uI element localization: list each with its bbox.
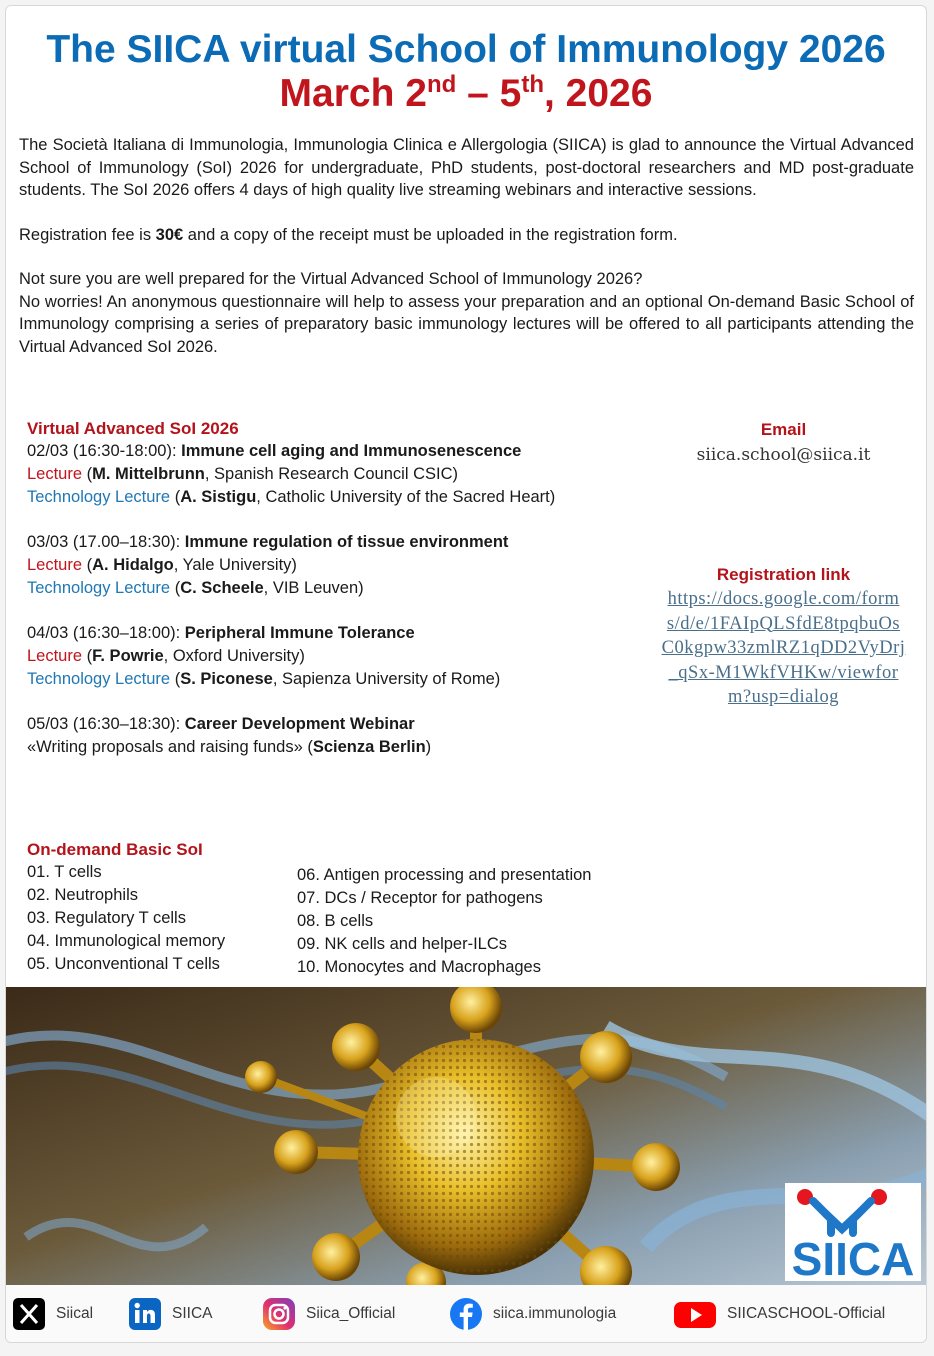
lecture-label: Lecture — [27, 465, 83, 483]
tech-lecturer-name: C. Scheele — [180, 579, 264, 597]
session-date: 03/03 (17.00–18:30): — [27, 533, 185, 551]
tech-lecture-line — [27, 577, 647, 600]
lecturer-name: F. Powrie — [92, 647, 164, 665]
fee-text: Registration fee is — [19, 225, 156, 244]
career-session-desc — [27, 736, 647, 759]
lecture-open: ( — [82, 465, 93, 483]
basic-lecture-item: 07. DCs / Receptor for pathogens — [297, 889, 543, 907]
career-org: Scienza Berlin — [312, 738, 426, 756]
social-instagram[interactable] — [262, 1297, 395, 1331]
lecture-line — [27, 645, 647, 668]
lecturer-name: M. Mittelbrunn — [92, 465, 205, 483]
lecture-label: Lecture — [27, 556, 83, 574]
social-facebook[interactable] — [449, 1297, 616, 1331]
basic-lecture-item: 01. T cells — [27, 863, 102, 881]
tech-lecture-open: ( — [170, 670, 181, 688]
registration-link[interactable]: https://docs.google.com/forms/d/e/1FAIpQLSfdE8tpqbuOsC0kgpw33zmlRZ1qDD2VyDrj_qSx-M1WkfVHKw/viewform?usp=dialog — [661, 589, 906, 707]
tech-lecturer-name: A. Sistigu — [180, 488, 257, 506]
lecturer-affiliation: , Spanish Research Council CSIC) — [204, 465, 458, 483]
preparation-question: Not sure you are well prepared for the Virtual Advanced School of Immunology 2026? — [19, 270, 643, 288]
tech-lecture-label: Technology Lecture — [27, 670, 171, 688]
advanced-program — [27, 417, 647, 781]
session-block — [27, 531, 647, 600]
fee-paragraph — [19, 224, 914, 247]
basic-program — [27, 838, 592, 976]
facebook-handle: siica.immunologia — [493, 1305, 617, 1322]
basic-lecture-item: 09. NK cells and helper-ILCs — [297, 935, 508, 953]
preparation-paragraph: No worries! An anonymous questionnaire will help to assess your preparation and an optional On-demand Basic School of Immunology comprising a series of preparatory basic immunology lectures will be offered to all participants attending the Virtual Advanced SoI 2026. — [19, 292, 914, 356]
tech-lecture-label: Technology Lecture — [27, 579, 171, 597]
tech-lecture-line — [27, 668, 647, 691]
session-date: 04/03 (16:30–18:00): — [27, 624, 185, 642]
career-session-header — [27, 713, 647, 736]
registration-box — [661, 563, 906, 710]
session-topic: Immune cell aging and Immunosenescence — [181, 442, 522, 460]
fee-text-end: and a copy of the receipt must be uploaded in the registration form. — [183, 225, 678, 244]
career-desc: «Writing proposals and raising funds» ( — [27, 738, 313, 756]
basic-lecture-item: 04. Immunological memory — [27, 932, 226, 950]
email-label: Email — [760, 420, 807, 439]
basic-lecture-item: 02. Neutrophils — [27, 886, 138, 904]
career-close: ) — [425, 738, 432, 756]
tech-lecture-line — [27, 486, 647, 509]
tech-lecturer-affiliation: , Sapienza University of Rome) — [272, 670, 501, 688]
social-x[interactable] — [12, 1297, 93, 1331]
advanced-program-title: Virtual Advanced SoI 2026 — [27, 419, 239, 438]
session-date: 02/03 (16:30-18:00): — [27, 442, 182, 460]
tech-lecturer-affiliation: , Catholic University of the Sacred Heart) — [256, 488, 556, 506]
date-suffix-start: nd — [426, 71, 457, 98]
youtube-handle: SIICASCHOOL-Official — [727, 1305, 886, 1322]
basic-lecture-item: 03. Regulatory T cells — [27, 909, 186, 927]
registration-label: Registration link — [716, 565, 851, 584]
page-title: The SIICA virtual School of Immunology 2026 — [46, 28, 886, 71]
x-handle: Siical — [56, 1305, 94, 1322]
session-list — [27, 440, 647, 691]
instagram-handle: Siica_Official — [306, 1305, 396, 1322]
career-topic: Career Development Webinar — [184, 715, 415, 733]
date-end: – 5 — [456, 72, 522, 115]
session-topic: Immune regulation of tissue environment — [184, 533, 509, 551]
basic-lecture-item: 10. Monocytes and Macrophages — [297, 958, 541, 976]
date-start: March 2 — [279, 72, 427, 115]
tech-lecture-open: ( — [170, 579, 181, 597]
social-footer — [6, 1285, 926, 1342]
poster — [5, 5, 927, 1343]
lecture-line — [27, 554, 647, 577]
basic-list-right — [297, 864, 657, 979]
youtube-icon — [673, 1297, 717, 1331]
logo-text: SIICA — [791, 1233, 915, 1281]
linkedin-handle: SIICA — [172, 1305, 213, 1322]
tech-lecture-label: Technology Lecture — [27, 488, 171, 506]
lecture-open: ( — [82, 647, 93, 665]
session-block — [27, 440, 647, 509]
career-date: 05/03 (16:30–18:30): — [27, 715, 185, 733]
email-box — [661, 418, 906, 468]
lecture-line — [27, 463, 647, 486]
session-header — [27, 531, 647, 554]
social-youtube[interactable] — [673, 1297, 885, 1331]
basic-lecture-item: 08. B cells — [297, 912, 374, 930]
lecture-label: Lecture — [27, 647, 83, 665]
linkedin-icon — [128, 1297, 162, 1331]
intro-paragraph: The Società Italiana di Immunologia, Immunologia Clinica e Allergologia (SIICA) is glad to announce the Virtual Advanced School of Immunology (SoI) 2026 for undergraduate, PhD students, post-doctoral researchers and MD post-graduate students. The SoI 2026 offers 4 days of high quality live streaming webinars and interactive sessions. — [19, 136, 914, 199]
x-icon — [12, 1297, 46, 1331]
social-linkedin[interactable] — [128, 1297, 212, 1331]
instagram-icon — [262, 1297, 296, 1331]
session-topic: Peripheral Immune Tolerance — [184, 624, 415, 642]
facebook-icon — [449, 1297, 483, 1331]
session-header — [27, 440, 647, 463]
career-session — [27, 713, 647, 759]
siica-logo-mark — [785, 1183, 921, 1281]
tech-lecture-open: ( — [170, 488, 181, 506]
lecturer-affiliation: , Yale University) — [173, 556, 297, 574]
intro-text — [19, 134, 914, 358]
session-header — [27, 622, 647, 645]
lecture-open: ( — [82, 556, 93, 574]
basic-list-left — [27, 861, 287, 976]
date-suffix-end: th — [521, 71, 544, 98]
basic-lecture-item: 05. Unconventional T cells — [27, 955, 220, 973]
siica-logo — [785, 1183, 921, 1281]
tech-lecturer-name: S. Piconese — [180, 670, 273, 688]
session-block — [27, 622, 647, 691]
email-address[interactable]: siica.school@siica.it — [696, 445, 871, 465]
fee-amount: 30€ — [155, 225, 184, 244]
date-year: , 2026 — [544, 72, 653, 115]
lecturer-name: A. Hidalgo — [92, 556, 174, 574]
basic-lecture-item: 06. Antigen processing and presentation — [297, 866, 592, 884]
tech-lecturer-affiliation: , VIB Leuven) — [263, 579, 364, 597]
basic-program-title: On-demand Basic SoI — [27, 840, 203, 859]
event-dates — [6, 72, 926, 116]
lecturer-affiliation: , Oxford University) — [163, 647, 305, 665]
